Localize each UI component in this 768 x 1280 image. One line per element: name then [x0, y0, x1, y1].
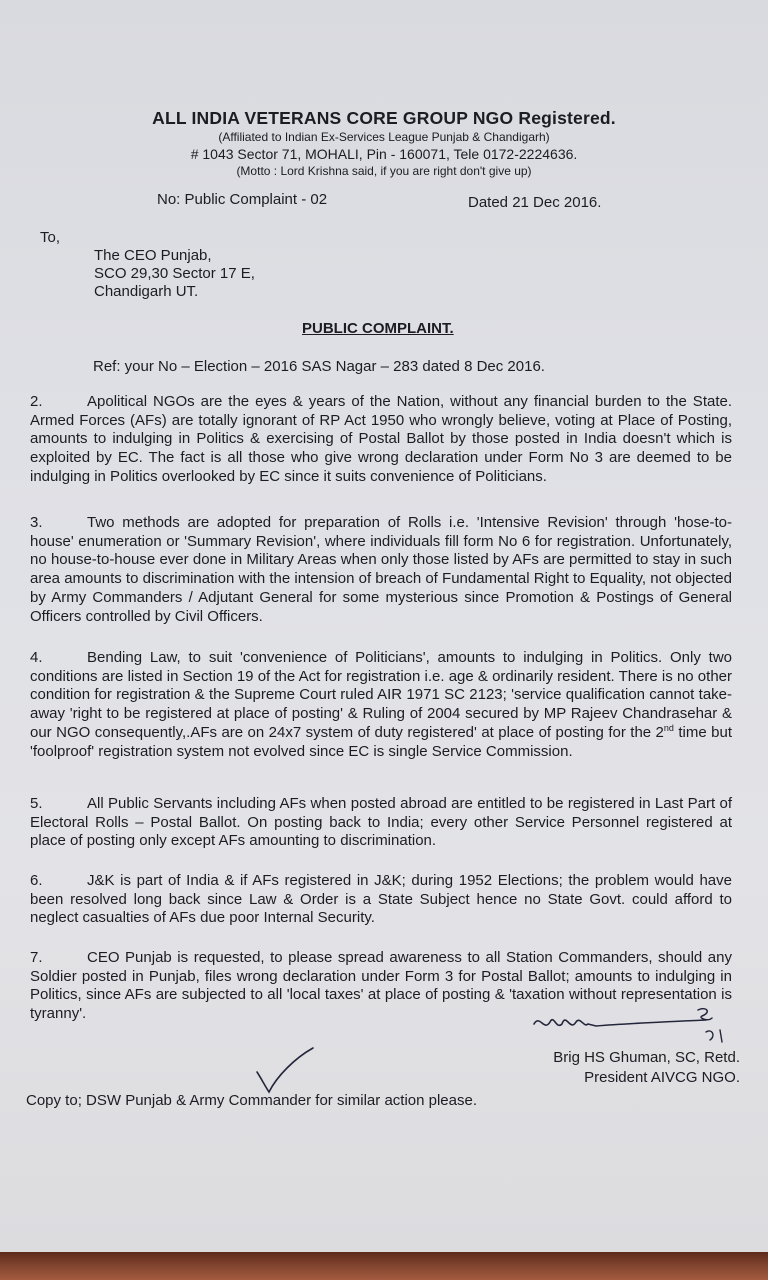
recipient-line: The CEO Punjab, [94, 247, 212, 264]
affiliation-line: (Affiliated to Indian Ex-Services League Punjab & Chandigarh) [218, 130, 550, 144]
paragraph-number: 5. [30, 795, 43, 812]
handwritten-signature [530, 1002, 745, 1048]
reference-line: Ref: your No – Election – 2016 SAS Nagar – 283 dated 8 Dec 2016. [93, 358, 545, 375]
paragraph-number: 3. [30, 514, 43, 531]
paragraph-text: J&K is part of India & if AFs registered in J&K; during 1952 Elections; the problem would have been resolved long back since Law & Order is a State Subject hence no State Govt. could afford to neglect casualties of AFs due poor Internal Security. [30, 872, 732, 927]
letter-date: Dated 21 Dec 2016. [468, 194, 602, 211]
paragraph-text: CEO Punjab is requested, to please spread awareness to all Station Commanders, should any Soldier posted in Punjab, files wrong declaration under Form 3 for Postal Ballot; amounts to indulging in Politics, since AFs are subjected to all 'local taxes' at place of posting & 'taxation without representation is tyranny'. [30, 949, 732, 1023]
recipient-line: SCO 29,30 Sector 17 E, [94, 265, 255, 282]
table-surface [0, 1252, 768, 1280]
paragraph-number: 7. [30, 949, 43, 966]
org-motto: (Motto : Lord Krishna said, if you are right don't give up) [236, 164, 532, 178]
paragraph-2 [30, 393, 732, 487]
paragraph-6 [30, 872, 732, 928]
signatory-title: President AIVCG NGO. [584, 1069, 740, 1086]
paragraph-text-continued: time but 'foolproof' registration system not evolved since EC is single Service Commission. [30, 723, 732, 760]
paragraph-number: 2. [30, 393, 43, 410]
to-label: To, [40, 229, 61, 246]
complaint-number: No: Public Complaint - 02 [157, 191, 328, 208]
paragraph-3 [30, 514, 732, 626]
signatory-name: Brig HS Ghuman, SC, Retd. [553, 1049, 740, 1066]
ordinal-suffix: nd [663, 722, 674, 733]
paragraph-text: Bending Law, to suit 'convenience of Politicians', amounts to indulging in Politics. Only two conditions are listed in Section 19 of the Act for registration i.e. age & ordinarily resident. There is no other condition for registration & the Supreme Court ruled AIR 1971 SC 2123; 'service qualification cannot take-away 'right to be registered at place of posting' & Ruling of 2004 secured by MP Rajeev Chandrasehar & our NGO consequently,.AFs are on 24x7 system of duty registered' at place of posting for the 2 [30, 649, 732, 741]
paragraph-4 [30, 649, 732, 761]
paragraph-number: 4. [30, 649, 43, 666]
subject-heading: PUBLIC COMPLAINT. [302, 320, 454, 337]
org-name: ALL INDIA VETERANS CORE GROUP NGO Registered. [152, 108, 616, 128]
tick-mark-icon [255, 1046, 317, 1094]
paragraph-number: 6. [30, 872, 43, 889]
recipient-line: Chandigarh UT. [94, 283, 199, 300]
paragraph-5 [30, 795, 732, 851]
org-address: # 1043 Sector 71, MOHALI, Pin - 160071, Tele 0172-2224636. [190, 146, 578, 162]
copy-to-line: Copy to; DSW Punjab & Army Commander for similar action please. [26, 1092, 478, 1109]
paragraph-text: Apolitical NGOs are the eyes & years of the Nation, without any financial burden to the State. Armed Forces (AFs) are totally ignorant of RP Act 1950 who wrongly believe, voting at Place of Posting, amounts to indulging in Politics & exercising of Postal Ballot by those posted in India doesn't which is exploited by EC. The fact is all those who give wrong declaration under Form No 3 are deemed to be indulging in Politics overlooked by EC since it suits convenience of Politicians. [30, 393, 732, 485]
paragraph-text: All Public Servants including AFs when posted abroad are entitled to be registered in Last Part of Electoral Rolls – Postal Ballot. On posting back to India; every other Service Personnel registered at place of posting only except AFs amounting to discrimination. [30, 795, 732, 850]
paragraph-text: Two methods are adopted for preparation of Rolls i.e. 'Intensive Revision' through 'hose-to-house' enumeration or 'Summary Revision', where individuals fill form No 6 for registration. Unfortunately, no house-to-house ever done in Military Areas when only those listed by AFs are permitted to stay in such area amounts to discrimination with the intension of breach of Fundamental Right to Equality, not objected by Army Commanders / Adjutant General for some mysterious since Promotion & Postings of General Officers controlled by Civil Officers. [30, 514, 732, 625]
